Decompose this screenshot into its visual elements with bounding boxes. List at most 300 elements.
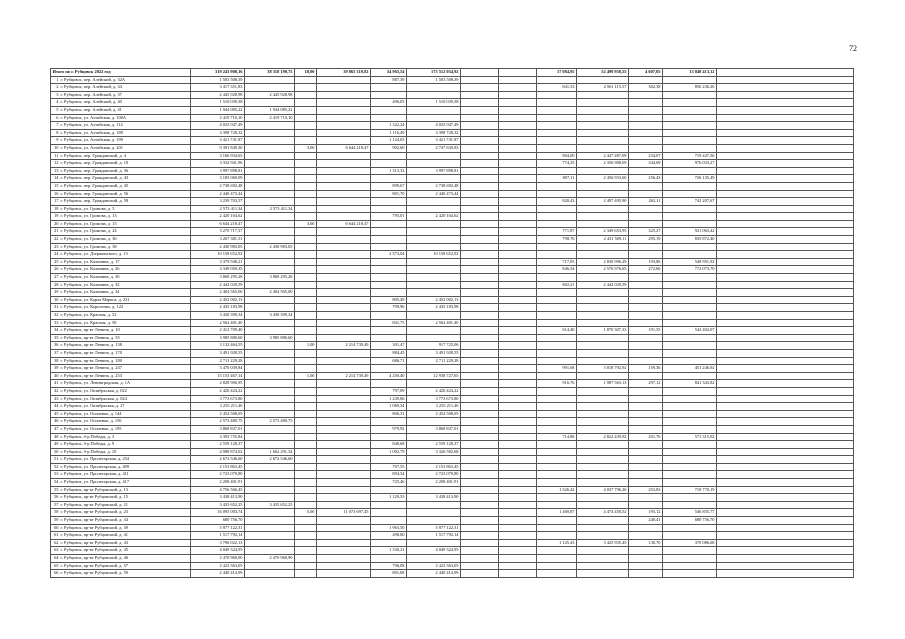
- value-cell: [371, 501, 407, 509]
- value-cell: [717, 220, 854, 228]
- address-text: г. Рубцовск, ул. Октябрьская, д. 022: [60, 387, 127, 393]
- address-cell: [51, 296, 191, 304]
- value-cell: 1 239,66: [371, 395, 407, 403]
- value-cell: 4 756 566,45: [191, 486, 245, 494]
- value-cell: [295, 228, 317, 236]
- value-cell: 797,09: [371, 387, 407, 395]
- value-cell: [245, 258, 295, 266]
- value-cell: [317, 99, 371, 107]
- address-cell: [51, 160, 191, 168]
- value-cell: [295, 296, 317, 304]
- value-cell: [663, 471, 717, 479]
- address-text: г. Рубцовск, пр-кт Рубцовский, д. 21: [60, 501, 128, 507]
- value-cell: 2 442 029,59: [191, 281, 245, 289]
- address-text: г. Рубцовск, ул. Карла Маркса, д. 231: [60, 296, 130, 302]
- value-cell: 3 398 728,32: [191, 129, 245, 137]
- value-cell: [629, 289, 663, 297]
- value-cell: [717, 198, 854, 206]
- value-cell: [317, 501, 371, 509]
- value-cell: [461, 425, 499, 433]
- value-cell: [245, 228, 295, 236]
- value-cell: 3 868 837,01: [191, 425, 245, 433]
- row-number: 42: [54, 387, 59, 393]
- value-cell: 917 725,06: [407, 342, 461, 350]
- value-cell: 3 997 898,81: [407, 167, 461, 175]
- value-cell: 4 250,40: [371, 372, 407, 380]
- table-row: [51, 213, 854, 221]
- value-cell: [461, 342, 499, 350]
- value-cell: 884,45: [371, 349, 407, 357]
- table-row: [51, 91, 854, 99]
- table-row: [51, 456, 854, 464]
- value-cell: 6 644 218,47: [317, 220, 371, 228]
- value-cell: [245, 433, 295, 441]
- row-number: 4: [56, 99, 59, 105]
- value-cell: 841 343,82: [663, 380, 717, 388]
- value-cell: [499, 334, 537, 342]
- value-cell: [577, 555, 629, 563]
- value-cell: [717, 441, 854, 449]
- value-cell: [577, 494, 629, 502]
- value-cell: [245, 99, 295, 107]
- value-cell: [245, 160, 295, 168]
- row-number: 27: [54, 274, 59, 280]
- value-cell: 2 153 863,45: [407, 463, 461, 471]
- row-number: 34: [54, 327, 59, 333]
- value-cell: [461, 289, 499, 297]
- value-cell: [295, 517, 317, 525]
- value-cell: [245, 296, 295, 304]
- value-cell: [461, 380, 499, 388]
- address-text: г. Рубцовск, ул. Октябрьская, д. 024: [60, 395, 127, 401]
- value-cell: [663, 372, 717, 380]
- address-cell: [51, 91, 191, 99]
- value-cell: [245, 403, 295, 411]
- table-row: [51, 281, 854, 289]
- value-cell: [461, 236, 499, 244]
- value-cell: [461, 266, 499, 274]
- row-number: 44: [54, 403, 59, 409]
- table-row: [51, 129, 854, 137]
- value-cell: [577, 410, 629, 418]
- value-cell: [537, 213, 577, 221]
- value-cell: [461, 190, 499, 198]
- value-cell: [461, 258, 499, 266]
- value-cell: [317, 274, 371, 282]
- table-row: [51, 243, 854, 251]
- value-cell: [499, 289, 537, 297]
- row-number: 50: [54, 448, 59, 454]
- value-cell: 2 452 002,13: [191, 296, 245, 304]
- address-cell: [51, 319, 191, 327]
- value-cell: [461, 198, 499, 206]
- value-cell: 4 988 874,02: [191, 448, 245, 456]
- value-cell: [663, 349, 717, 357]
- value-cell: 2 208 401,91: [191, 479, 245, 487]
- address-cell: [51, 410, 191, 418]
- value-cell: 2 454 508,05: [407, 410, 461, 418]
- value-cell: [629, 547, 663, 555]
- value-cell: [295, 281, 317, 289]
- value-cell: 2 828 906,95: [191, 380, 245, 388]
- value-cell: [499, 175, 537, 183]
- row-number: 20: [54, 220, 59, 226]
- value-cell: [537, 167, 577, 175]
- value-cell: 841,75: [371, 319, 407, 327]
- total-cell: 319 243 908,16: [191, 69, 245, 77]
- value-cell: [717, 380, 854, 388]
- table-row: [51, 236, 854, 244]
- value-cell: [499, 99, 537, 107]
- value-cell: [245, 380, 295, 388]
- address-cell: [51, 289, 191, 297]
- value-cell: [717, 190, 854, 198]
- address-cell: [51, 304, 191, 312]
- value-cell: [245, 570, 295, 578]
- value-cell: [663, 479, 717, 487]
- value-cell: [577, 76, 629, 84]
- value-cell: [537, 372, 577, 380]
- value-cell: [717, 425, 854, 433]
- value-cell: 2 562 401,40: [191, 319, 245, 327]
- value-cell: 3 166 934,65: [191, 152, 245, 160]
- address-cell: [51, 433, 191, 441]
- value-cell: [317, 425, 371, 433]
- value-cell: [461, 129, 499, 137]
- value-cell: 2 573 480,75: [245, 418, 295, 426]
- value-cell: [245, 76, 295, 84]
- value-cell: [371, 228, 407, 236]
- table-row: [51, 471, 854, 479]
- row-number: 38: [54, 357, 59, 363]
- value-cell: [317, 296, 371, 304]
- value-cell: 3 985 880,60: [245, 334, 295, 342]
- address-cell: [51, 479, 191, 487]
- value-cell: [317, 479, 371, 487]
- value-cell: 6 644 218,47: [317, 144, 371, 152]
- value-cell: [295, 304, 317, 312]
- value-cell: [717, 91, 854, 99]
- value-cell: 1 944 085,22: [191, 106, 245, 114]
- value-cell: [461, 410, 499, 418]
- value-cell: 2 711 229,28: [407, 357, 461, 365]
- value-cell: [295, 167, 317, 175]
- value-cell: [317, 122, 371, 130]
- value-cell: [499, 486, 537, 494]
- address-cell: [51, 555, 191, 563]
- value-cell: [295, 84, 317, 92]
- value-cell: [295, 137, 317, 145]
- value-cell: [371, 509, 407, 517]
- address-text: г. Рубцовск, ул. Пролетарская, д. 254: [60, 456, 130, 462]
- address-text: г. Рубцовск, ул. Красная, д. 52: [60, 312, 117, 317]
- value-cell: [461, 220, 499, 228]
- address-cell: [51, 167, 191, 175]
- address-text: г. Рубцовск, пер. Алейский, д. 40: [60, 99, 122, 105]
- value-cell: [371, 152, 407, 160]
- table-row: [51, 395, 854, 403]
- row-number: 12: [54, 160, 59, 166]
- value-cell: 3 421 741,87: [191, 137, 245, 145]
- address-text: г. Рубцовск, ул. Осипенко, д. 156: [60, 418, 122, 424]
- address-cell: [51, 122, 191, 130]
- address-text: г. Рубцовск, пер. Алейский, д. 37: [60, 91, 122, 97]
- value-cell: 796,08: [371, 562, 407, 570]
- value-cell: [499, 205, 537, 213]
- address-text: г. Рубцовск, б-р Победы, д. 3: [60, 433, 115, 439]
- address-cell: [51, 380, 191, 388]
- value-cell: [537, 403, 577, 411]
- value-cell: [317, 365, 371, 373]
- value-cell: [461, 539, 499, 547]
- value-cell: [499, 387, 537, 395]
- value-cell: [295, 129, 317, 137]
- value-cell: 3 393 755,84: [191, 433, 245, 441]
- value-cell: [295, 403, 317, 411]
- value-cell: [717, 372, 854, 380]
- value-cell: 3 255 211,46: [191, 403, 245, 411]
- value-cell: [461, 296, 499, 304]
- table-row: [51, 152, 854, 160]
- address-text: г. Рубцовск, пер. Гражданский, д. 36: [60, 167, 129, 173]
- table-row: [51, 160, 854, 168]
- value-cell: [537, 99, 577, 107]
- address-cell: [51, 243, 191, 251]
- value-cell: [407, 380, 461, 388]
- value-cell: [407, 236, 461, 244]
- value-cell: [537, 395, 577, 403]
- value-cell: [717, 281, 854, 289]
- value-cell: [245, 84, 295, 92]
- value-cell: [717, 494, 854, 502]
- value-cell: [371, 236, 407, 244]
- value-cell: [295, 532, 317, 540]
- value-cell: 4 037 796,26: [577, 486, 629, 494]
- value-cell: [717, 418, 854, 426]
- value-cell: [461, 182, 499, 190]
- value-cell: [317, 319, 371, 327]
- address-cell: [51, 441, 191, 449]
- value-cell: [537, 182, 577, 190]
- address-cell: [51, 418, 191, 426]
- value-cell: 719 447,56: [663, 152, 717, 160]
- value-cell: [461, 99, 499, 107]
- value-cell: 2 723 079,80: [407, 471, 461, 479]
- value-cell: [317, 167, 371, 175]
- value-cell: [717, 365, 854, 373]
- value-cell: [461, 144, 499, 152]
- table-row: [51, 425, 854, 433]
- address-text: г. Рубцовск, ул. Громова, д. 38: [60, 243, 117, 249]
- row-number: 29: [54, 289, 59, 295]
- value-cell: [663, 494, 717, 502]
- value-cell: 159,36: [629, 365, 663, 373]
- row-number: 47: [54, 425, 59, 431]
- value-cell: [717, 403, 854, 411]
- table-row: [51, 342, 854, 350]
- value-cell: [629, 570, 663, 578]
- address-cell: [51, 365, 191, 373]
- address-text: г. Рубцовск, пр-кт Рубцовский, д. 41: [60, 532, 128, 538]
- row-number: 1: [56, 76, 59, 82]
- value-cell: [577, 403, 629, 411]
- value-cell: [499, 517, 537, 525]
- value-cell: 15 153 467,14: [191, 372, 245, 380]
- value-cell: 771,87: [537, 228, 577, 236]
- value-cell: [295, 524, 317, 532]
- value-cell: [717, 334, 854, 342]
- address-cell: [51, 456, 191, 464]
- value-cell: [717, 319, 854, 327]
- value-cell: [499, 198, 537, 206]
- address-text: г. Рубцовск, пр-кт Рубцовский, д. 43: [60, 539, 128, 545]
- value-cell: [317, 456, 371, 464]
- value-cell: [499, 570, 537, 578]
- row-number: 49: [54, 441, 59, 447]
- value-cell: [663, 357, 717, 365]
- value-cell: 1 069,34: [371, 403, 407, 411]
- total-cell: [461, 69, 499, 77]
- value-cell: 3 435 652,25: [245, 501, 295, 509]
- value-cell: 1 125,43: [537, 539, 577, 547]
- value-cell: [461, 76, 499, 84]
- value-cell: 272,66: [629, 266, 663, 274]
- table-row: [51, 312, 854, 320]
- value-cell: [371, 220, 407, 228]
- address-text: г. Рубцовск, пер. Гражданский, д. 4: [60, 152, 126, 158]
- table-row: [51, 524, 854, 532]
- table-row: [51, 372, 854, 380]
- value-cell: [577, 243, 629, 251]
- value-cell: 805,49: [371, 296, 407, 304]
- value-cell: [663, 289, 717, 297]
- address-text: г. Рубцовск, пр-кт Ленина, д. 55: [60, 334, 120, 340]
- value-cell: [245, 365, 295, 373]
- value-cell: [577, 463, 629, 471]
- value-cell: 2 412 709,40: [191, 327, 245, 335]
- address-cell: [51, 76, 191, 84]
- value-cell: 801,70: [371, 190, 407, 198]
- value-cell: [577, 547, 629, 555]
- value-cell: [499, 304, 537, 312]
- value-cell: 1 517 792,14: [191, 532, 245, 540]
- value-cell: [717, 182, 854, 190]
- value-cell: [629, 243, 663, 251]
- row-number: 9: [56, 137, 59, 143]
- value-cell: [717, 387, 854, 395]
- value-cell: [245, 190, 295, 198]
- address-text: г. Рубцовск, пр-кт Ленина, д. 253: [60, 372, 122, 378]
- address-text: г. Рубцовск, пер. Гражданский, д. 56: [60, 190, 129, 196]
- value-cell: [245, 471, 295, 479]
- value-cell: [461, 357, 499, 365]
- value-cell: 2 423 363,05: [407, 562, 461, 570]
- row-number: 45: [54, 410, 59, 416]
- value-cell: [295, 258, 317, 266]
- address-text: г. Рубцовск, ул. Красная, д. 58: [60, 319, 117, 325]
- value-cell: [461, 84, 499, 92]
- value-cell: 2 747 630,83: [407, 144, 461, 152]
- value-cell: [295, 486, 317, 494]
- value-cell: [537, 312, 577, 320]
- value-cell: 4 049 324,95: [407, 547, 461, 555]
- row-number: 58: [54, 509, 59, 515]
- address-cell: [51, 251, 191, 259]
- value-cell: [295, 289, 317, 297]
- row-number: 40: [54, 372, 59, 378]
- value-cell: [537, 304, 577, 312]
- value-cell: [537, 144, 577, 152]
- value-cell: [577, 137, 629, 145]
- value-cell: [717, 486, 854, 494]
- address-text: г. Рубцовск, пр-кт Рубцовский, д. 57: [60, 562, 128, 568]
- total-cell: 4 607,05: [629, 69, 663, 77]
- value-cell: [317, 160, 371, 168]
- value-cell: 2 426 424,22: [407, 387, 461, 395]
- value-cell: [663, 456, 717, 464]
- value-cell: [537, 137, 577, 145]
- value-cell: 718 770,19: [663, 486, 717, 494]
- value-cell: [663, 555, 717, 563]
- value-cell: [717, 266, 854, 274]
- value-cell: [461, 509, 499, 517]
- value-cell: [295, 479, 317, 487]
- value-cell: [663, 418, 717, 426]
- value-cell: [295, 274, 317, 282]
- value-cell: [663, 463, 717, 471]
- value-cell: [537, 274, 577, 282]
- value-cell: 979,92: [371, 425, 407, 433]
- value-cell: [371, 539, 407, 547]
- value-cell: [629, 532, 663, 540]
- value-cell: 546 855,77: [663, 509, 717, 517]
- value-cell: [295, 410, 317, 418]
- address-cell: [51, 213, 191, 221]
- value-cell: 3 326 582,68: [407, 448, 461, 456]
- value-cell: [577, 456, 629, 464]
- value-cell: [245, 198, 295, 206]
- value-cell: [317, 539, 371, 547]
- value-cell: [499, 228, 537, 236]
- address-text: г. Рубцовск, ул. Калинина, д. 32: [60, 281, 120, 287]
- value-cell: [629, 114, 663, 122]
- value-cell: [317, 198, 371, 206]
- value-cell: [537, 524, 577, 532]
- value-cell: [461, 562, 499, 570]
- value-cell: [499, 213, 537, 221]
- register-table: [50, 68, 854, 578]
- value-cell: [245, 266, 295, 274]
- value-cell: 3 985 880,60: [191, 334, 245, 342]
- address-text: г. Рубцовск, ул. Пролетарская, д. 411: [60, 471, 129, 477]
- value-cell: [537, 517, 577, 525]
- value-cell: [461, 312, 499, 320]
- value-cell: 2 447 487,09: [577, 152, 629, 160]
- value-cell: [577, 349, 629, 357]
- value-cell: [461, 106, 499, 114]
- value-cell: [245, 349, 295, 357]
- value-cell: [577, 372, 629, 380]
- value-cell: [663, 144, 717, 152]
- value-cell: 2 830 996,29: [577, 258, 629, 266]
- value-cell: [499, 106, 537, 114]
- value-cell: [245, 517, 295, 525]
- value-cell: 2 214 739,49: [317, 372, 371, 380]
- value-cell: [537, 418, 577, 426]
- value-cell: [717, 114, 854, 122]
- value-cell: [407, 418, 461, 426]
- value-cell: 3 997 898,81: [191, 167, 245, 175]
